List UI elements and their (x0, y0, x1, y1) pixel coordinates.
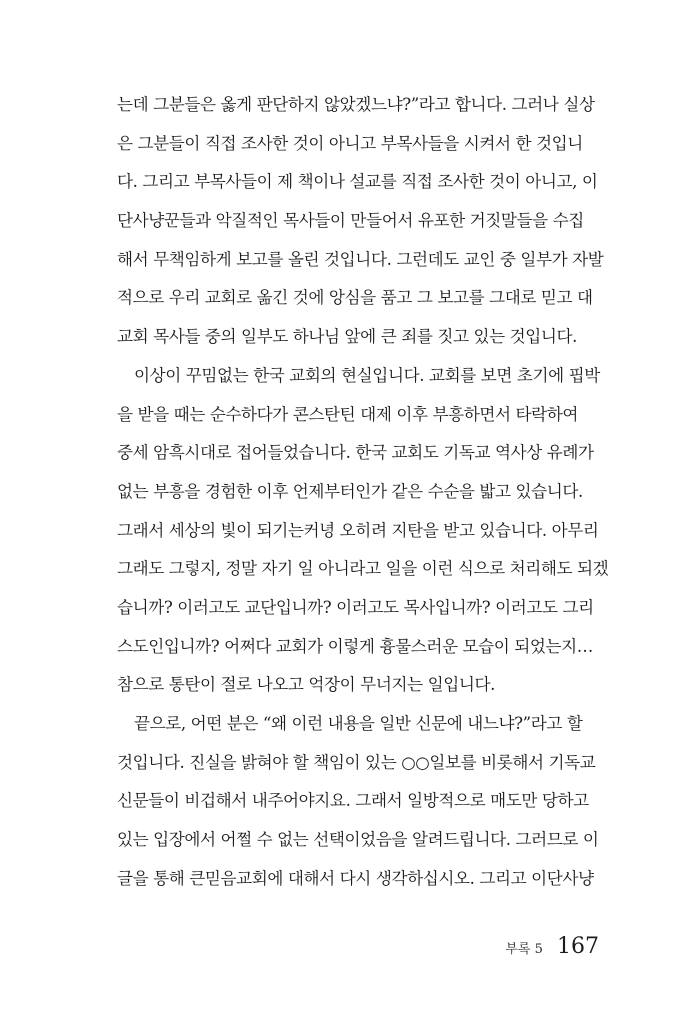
text-line: 적으로 우리 교회로 옮긴 것에 앙심을 품고 그 보고를 그대로 믿고 대 (117, 288, 593, 308)
text-line: 다. 그리고 부목사들이 제 책이나 설교를 직접 조사한 것이 아니고, 이 (117, 172, 598, 192)
text-line: 은 그분들이 직접 조사한 것이 아니고 부목사들을 시켜서 한 것입니 (117, 133, 583, 153)
text-line: 신문들이 비겁해서 내주어야지요. 그래서 일방적으로 매도만 당하고 (117, 791, 589, 811)
text-line: 글을 통해 큰믿음교회에 대해서 다시 생각하십시오. 그리고 이단사냥 (117, 868, 594, 888)
text-line: 그래서 세상의 빛이 되기는커녕 오히려 지탄을 받고 있습니다. 아무리 (117, 520, 599, 540)
text-line: 중세 암흑시대로 접어들었습니다. 한국 교회도 기독교 역사상 유례가 (117, 443, 594, 463)
page-footer (505, 932, 599, 962)
text-line: 스도인입니까? 어쩌다 교회가 이렇게 흉물스러운 모습이 되었는지… (117, 636, 593, 656)
text-line: 습니까? 이러고도 교단입니까? 이러고도 목사입니까? 이러고도 그리 (117, 597, 594, 617)
text-line: 을 받을 때는 순수하다가 콘스탄틴 대제 이후 부흥하면서 타락하여 (117, 404, 578, 424)
text-line: 있는 입장에서 어쩔 수 없는 선택이었음을 알려드립니다. 그러므로 이 (117, 830, 599, 850)
text-line: 참으로 통탄이 절로 나오고 억장이 무너지는 일입니다. (117, 675, 495, 695)
paragraph-start-line: 끝으로, 어떤 분은 “왜 이런 내용을 일반 신문에 내느냐?”라고 할 (134, 714, 583, 733)
text-line: 그래도 그렇지, 정말 자기 일 아니라고 일을 이런 식으로 처리해도 되겠 (117, 559, 609, 579)
text-line: 교회 목사들 중의 일부도 하나님 앞에 큰 죄를 짓고 있는 것입니다. (117, 327, 577, 347)
paragraph-start-line: 이상이 꾸밈없는 한국 교회의 현실입니다. 교회를 보면 초기에 핍박 (134, 365, 600, 385)
text-line: 없는 부흥을 경험한 이후 언제부터인가 같은 수순을 밟고 있습니다. (117, 481, 583, 501)
page-number: 167 (557, 934, 599, 959)
text-line: 해서 무책임하게 보고를 올린 것입니다. 그런데도 교인 중 일부가 자발 (117, 249, 604, 269)
body-text (117, 86, 609, 898)
text-line: 는데 그분들은 옳게 판단하지 않았겠느냐?”라고 합니다. 그러나 실상 (117, 95, 595, 114)
text-line: 것입니다. 진실을 밝혀야 할 책임이 있는 ○○일보를 비롯해서 기독교 (117, 752, 596, 772)
section-label: 부록 5 (505, 942, 543, 957)
text-line: 단사냥꾼들과 악질적인 목사들이 만들어서 유포한 거짓말들을 수집 (117, 211, 584, 231)
